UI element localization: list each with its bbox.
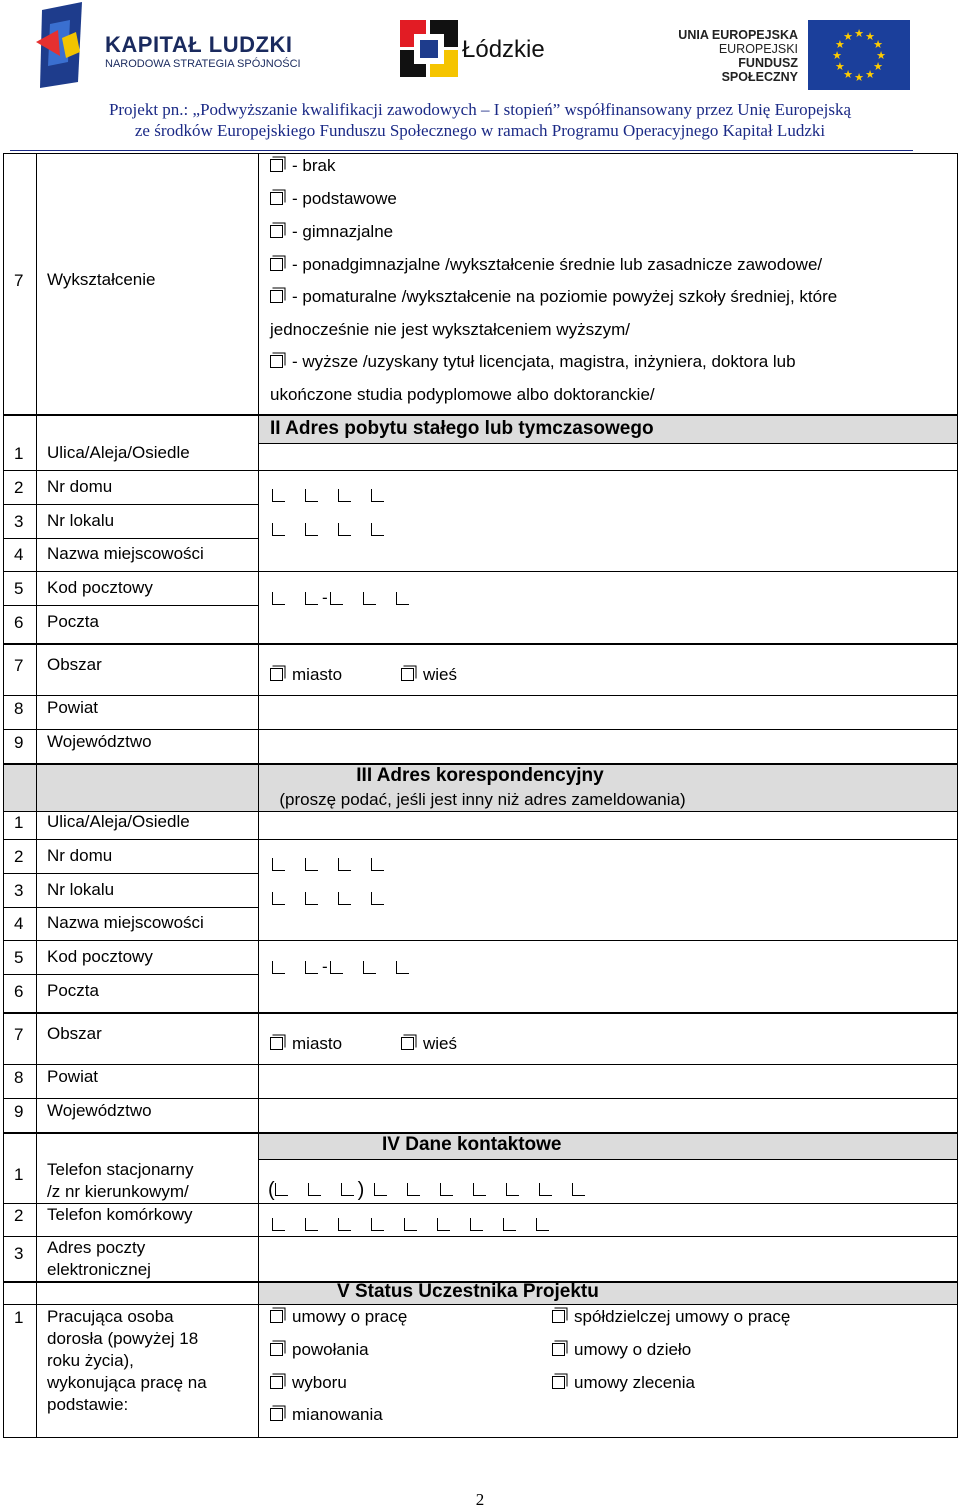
education-num: 7 [14, 271, 24, 290]
eu-star-icon: ★ [835, 39, 845, 51]
eu-line3: FUNDUSZ SPOŁECZNY [721, 56, 798, 84]
section4-header-bg [258, 1133, 957, 1159]
education-option-none[interactable]: - brak [270, 156, 335, 176]
row-num: 4 [14, 545, 24, 564]
cooperative-contract-option[interactable]: spółdzielczej umowy o pracę [552, 1307, 790, 1327]
page-number: 2 [475, 1490, 485, 1509]
mobile-input[interactable] [272, 1216, 569, 1236]
checkbox-icon[interactable] [552, 1343, 565, 1356]
section2-title: II Adres pobytu stałego lub tymczasowego [270, 418, 654, 439]
lodzkie-emblem-icon [400, 20, 460, 78]
education-option-higher[interactable]: - wyższe /uzyskany tytuł licencjata, magistra, inżyniera, doktora lub [270, 352, 796, 372]
row-num: 3 [14, 881, 24, 900]
eu-star-icon: ★ [854, 72, 864, 84]
employed-label: Pracująca osoba dorosła (powyżej 18 roku życia), wykonująca pracę na podstawie: [47, 1307, 207, 1414]
election-option[interactable]: wyboru [270, 1373, 347, 1393]
checkbox-icon[interactable] [401, 668, 414, 681]
employment-contract-option[interactable]: umowy o pracę [270, 1307, 407, 1327]
eu-line2: EUROPEJSKI [718, 42, 798, 56]
postal-code-input[interactable]: - [272, 588, 429, 610]
project-header-line2: ze środków Europejskiego Funduszu Społecznego w ramach Programu Operacyjnego Kapitał Ludzki [134, 121, 826, 140]
education-option-higher-cont: ukończone studia podyplomowe albo doktoranckie/ [270, 385, 655, 404]
row-num: 5 [14, 579, 24, 598]
row-num: 2 [14, 847, 24, 866]
education-option-gymnasium[interactable]: - gimnazjalne [270, 222, 393, 242]
eu-star-icon: ★ [873, 61, 883, 73]
row-num: 9 [14, 733, 24, 752]
row-num: 1 [14, 444, 24, 463]
row-num: 8 [14, 1068, 24, 1087]
landline-label: Telefon stacjonarny /z nr kierunkowym/ [47, 1160, 194, 1201]
street-label: Ulica/Aleja/Osiedle [47, 443, 190, 462]
house-number-label: Nr domu [47, 477, 113, 496]
section4-title: IV Dane kontaktowe [382, 1134, 562, 1155]
county-label: Powiat [47, 698, 99, 717]
eu-star-icon: ★ [832, 50, 842, 62]
education-option-postsecondary-cont: jednocześnie nie jest wykształceniem wyższym/ [270, 320, 630, 339]
checkbox-icon[interactable] [270, 355, 283, 368]
kapital-ludzki-title: KAPITAŁ LUDZKI [105, 32, 293, 57]
lodzkie-text: Łódzkie [462, 36, 545, 63]
row-num: 9 [14, 1102, 24, 1121]
apartment-number-input[interactable] [272, 890, 404, 910]
section3-title: III Adres korespondencyjny [356, 765, 604, 786]
house-number-label: Nr domu [47, 846, 113, 865]
postal-code-input[interactable]: - [272, 957, 429, 979]
project-header-line1: Projekt pn.: „Podwyższanie kwalifikacji zawodowych – I stopień” współfinansowany przez Unię Europejską [108, 100, 852, 119]
email-label: Adres poczty elektronicznej [47, 1238, 151, 1279]
mobile-label: Telefon komórkowy [47, 1205, 193, 1224]
section3-subtitle: (proszę podać, jeśli jest inny niż adres zameldowania) [279, 790, 686, 809]
eu-star-icon: ★ [835, 61, 845, 73]
row-num: 7 [14, 656, 24, 675]
checkbox-icon[interactable] [270, 258, 283, 271]
checkbox-icon[interactable] [270, 1310, 283, 1323]
city-label: Nazwa miejscowości [47, 913, 204, 932]
row-num: 3 [14, 1244, 24, 1263]
checkbox-icon[interactable] [270, 1376, 283, 1389]
landline-input[interactable]: ( ) [268, 1179, 605, 1202]
row-num: 2 [14, 478, 24, 497]
appointment-option[interactable]: powołania [270, 1340, 369, 1360]
apartment-number-input[interactable] [272, 521, 404, 541]
area-city-option[interactable]: miasto [270, 1034, 342, 1054]
row-num: 6 [14, 613, 24, 632]
checkbox-icon[interactable] [552, 1376, 565, 1389]
row-num: 1 [14, 1165, 24, 1184]
postal-code-label: Kod pocztowy [47, 947, 153, 966]
post-office-label: Poczta [47, 981, 99, 1000]
education-option-secondary[interactable]: - ponadgimnazjalne /wykształcenie średnie lub zasadnicze zawodowe/ [270, 255, 822, 275]
checkbox-icon[interactable] [270, 159, 283, 172]
education-option-primary[interactable]: - podstawowe [270, 189, 397, 209]
row-num: 7 [14, 1025, 24, 1044]
checkbox-icon[interactable] [552, 1310, 565, 1323]
area-label: Obszar [47, 1024, 102, 1043]
row-num: 4 [14, 914, 24, 933]
eu-star-icon: ★ [843, 69, 853, 82]
mandate-contract-option[interactable]: umowy zlecenia [552, 1373, 695, 1393]
row-num: 2 [14, 1206, 24, 1225]
checkbox-icon[interactable] [270, 192, 283, 205]
row-num: 8 [14, 699, 24, 718]
education-option-postsecondary[interactable]: - pomaturalne /wykształcenie na poziomie powyżej szkoły średniej, które [270, 287, 837, 307]
checkbox-icon[interactable] [401, 1037, 414, 1050]
row-num: 6 [14, 982, 24, 1001]
row-num: 1 [14, 813, 24, 832]
checkbox-icon[interactable] [270, 1408, 283, 1421]
city-label: Nazwa miejscowości [47, 544, 204, 563]
row-num: 3 [14, 512, 24, 531]
checkbox-icon[interactable] [270, 1343, 283, 1356]
voivodeship-label: Województwo [47, 732, 152, 751]
apartment-number-label: Nr lokalu [47, 880, 115, 899]
eu-flag-icon [808, 20, 910, 90]
checkbox-icon[interactable] [270, 290, 283, 303]
eu-star-icon: ★ [854, 28, 864, 40]
contract-for-work-option[interactable]: umowy o dzieło [552, 1340, 691, 1360]
house-number-input[interactable] [272, 487, 404, 507]
section5-title: V Status Uczestnika Projektu [337, 1281, 599, 1302]
checkbox-icon[interactable] [270, 1037, 283, 1050]
apartment-number-label: Nr lokalu [47, 511, 115, 530]
nomination-option[interactable]: mianowania [270, 1405, 383, 1425]
kapital-ludzki-logo [30, 2, 330, 92]
checkbox-icon[interactable] [270, 225, 283, 238]
checkbox-icon[interactable] [270, 668, 283, 681]
eu-star-icon: ★ [876, 50, 886, 62]
header-rule [10, 150, 913, 151]
street-label: Ulica/Aleja/Osiedle [47, 812, 190, 831]
postal-code-label: Kod pocztowy [47, 578, 153, 597]
eu-star-icon: ★ [865, 30, 875, 43]
area-label: Obszar [47, 655, 102, 674]
post-office-label: Poczta [47, 612, 99, 631]
kapital-ludzki-emblem-icon [30, 2, 105, 92]
area-village-option[interactable]: wieś [401, 1034, 457, 1054]
house-number-input[interactable] [272, 856, 404, 876]
voivodeship-label: Województwo [47, 1101, 152, 1120]
kapital-ludzki-subtitle: NARODOWA STRATEGIA SPÓJNOŚCI [105, 58, 301, 70]
eu-star-icon: ★ [873, 39, 883, 51]
education-label: Wykształcenie [47, 270, 156, 289]
eu-star-icon: ★ [865, 69, 875, 82]
area-city-option[interactable]: miasto [270, 665, 342, 685]
area-village-option[interactable]: wieś [401, 665, 457, 685]
eu-logo-text [672, 28, 798, 84]
row-num: 1 [14, 1308, 24, 1327]
eu-star-icon: ★ [843, 30, 853, 43]
eu-line1: UNIA EUROPEJSKA [678, 28, 798, 42]
county-label: Powiat [47, 1067, 99, 1086]
row-num: 5 [14, 948, 24, 967]
